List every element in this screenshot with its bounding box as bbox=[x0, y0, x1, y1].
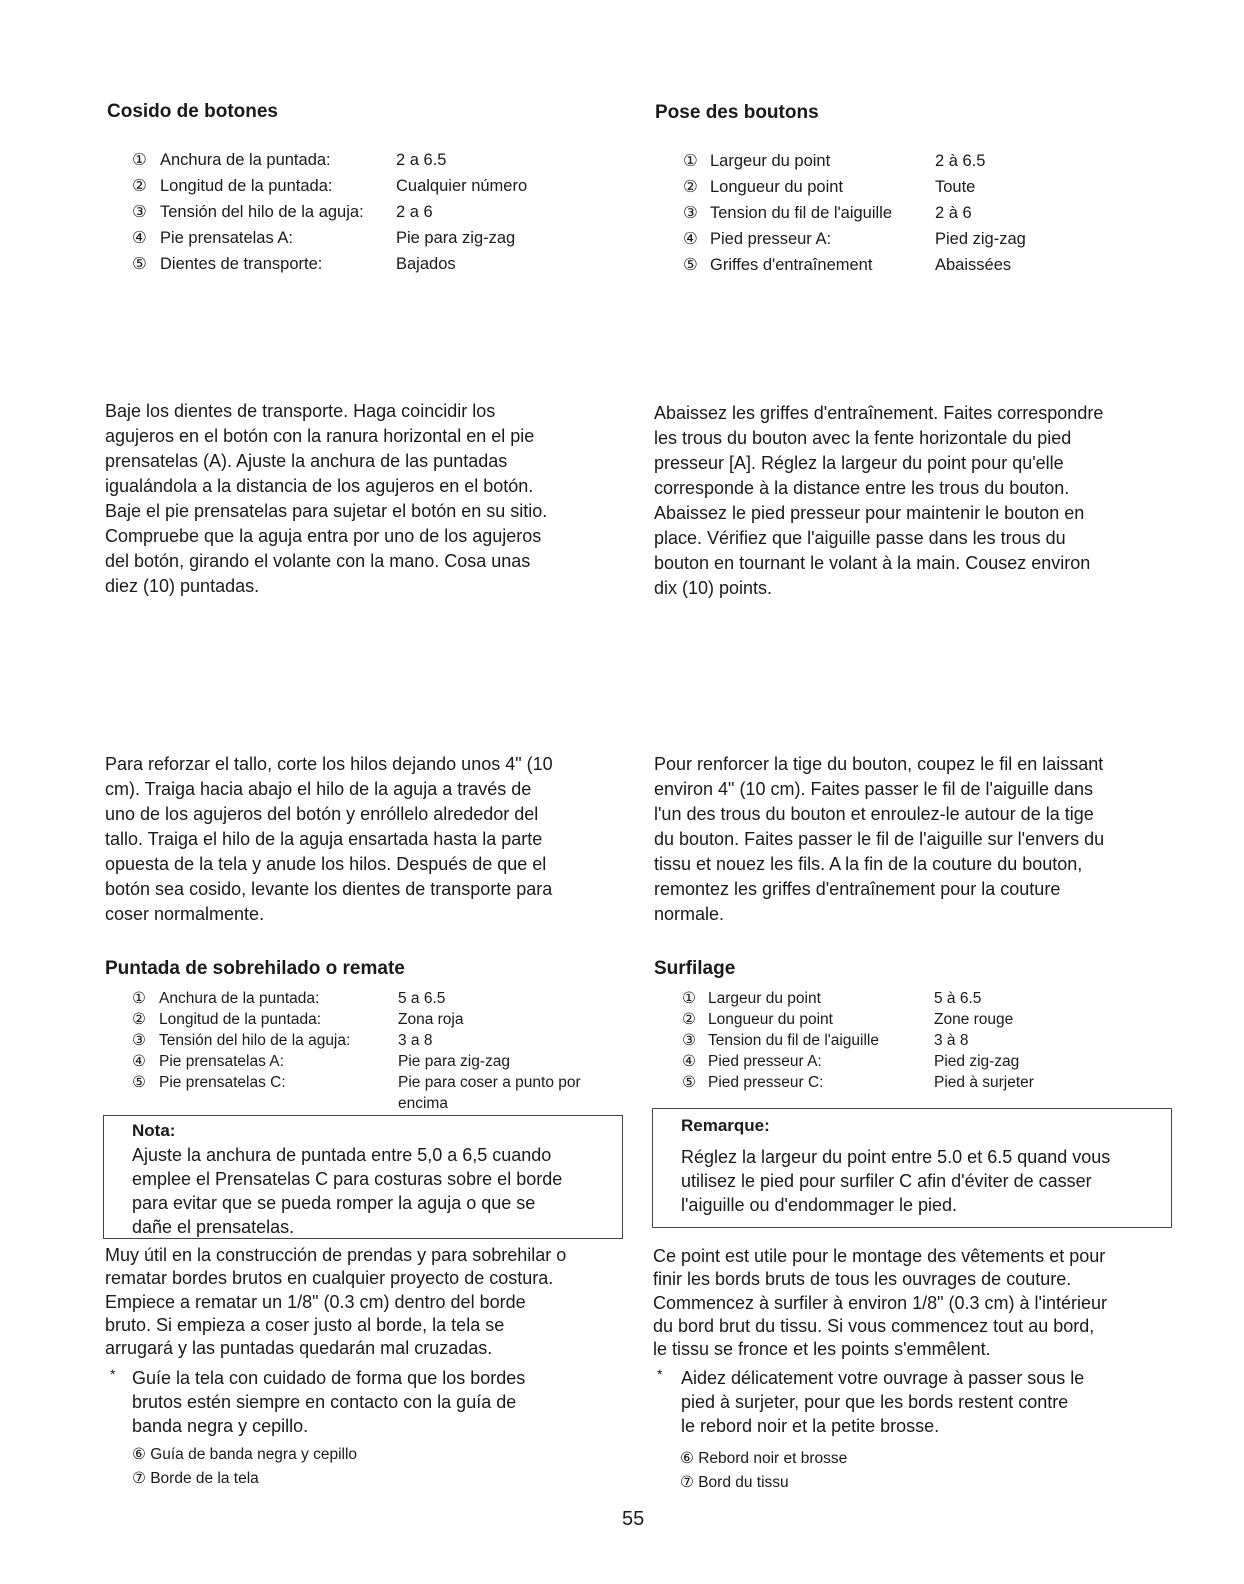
settings-list bbox=[682, 988, 1162, 1093]
setting-value: Pie para coser a punto por bbox=[398, 1074, 581, 1091]
setting-label: Pie prensatelas A: bbox=[160, 229, 293, 247]
text-line: Abaissez les griffes d'entraînement. Faites correspondre bbox=[654, 403, 1104, 423]
setting-value: Cualquier número bbox=[396, 177, 528, 195]
text-line: botón sea cosido, levante los dientes de transporte para bbox=[105, 879, 553, 899]
text-line: du bord brut du tissu. Si vous commencez tout au bord, bbox=[653, 1315, 1095, 1336]
text-line: arrugará y las puntadas quedarán mal cruzadas. bbox=[105, 1338, 493, 1359]
paragraph bbox=[105, 1244, 566, 1360]
text-line: l'un des trous du bouton et enroulez-le autour de la tige bbox=[654, 804, 1094, 824]
setting-label: Tension du fil de l'aiguille bbox=[710, 204, 893, 222]
setting-row bbox=[132, 225, 592, 251]
text-line: banda negra y cepillo. bbox=[132, 1416, 309, 1436]
text-line: del botón, girando el volante con la mano. Cosa unas bbox=[105, 551, 531, 571]
settings-list bbox=[132, 147, 592, 277]
text-line: agujeros en el botón con la ranura horizontal en el pie bbox=[105, 426, 535, 446]
text-line: Baje el pie prensatelas para sujetar el botón en su sitio. bbox=[105, 501, 548, 521]
section-heading-sobrehilado: Puntada de sobrehilado o remate bbox=[105, 958, 405, 979]
text-line: prensatelas (A). Ajuste la anchura de las puntadas bbox=[105, 451, 508, 471]
setting-value: 3 a 8 bbox=[398, 1032, 433, 1049]
setting-number: ③ bbox=[683, 204, 698, 222]
note-body bbox=[132, 1143, 562, 1239]
setting-row bbox=[132, 988, 612, 1009]
setting-number: ⑤ bbox=[132, 255, 147, 273]
text-line: ⑥ Guía de banda negra y cepillo bbox=[132, 1446, 358, 1463]
setting-value: Abaissées bbox=[935, 256, 1012, 274]
text-line: para evitar que se pueda romper la aguja o que se bbox=[132, 1193, 536, 1213]
setting-label: Largeur du point bbox=[710, 152, 831, 170]
text-line: les trous du bouton avec la fente horizontale du pied bbox=[654, 428, 1072, 448]
setting-value: Toute bbox=[935, 178, 976, 196]
setting-value: 2 a 6 bbox=[396, 203, 433, 221]
setting-label: Anchura de la puntada: bbox=[159, 990, 320, 1007]
setting-label: Largeur du point bbox=[708, 990, 821, 1007]
setting-number: ④ bbox=[683, 230, 698, 248]
setting-label: Dientes de transporte: bbox=[160, 255, 323, 273]
figure-legend bbox=[132, 1443, 357, 1491]
text-line: opuesta de la tela y anude los hilos. Después de que el bbox=[105, 854, 547, 874]
paragraph bbox=[105, 752, 553, 927]
setting-label: Pie prensatelas C: bbox=[159, 1074, 286, 1091]
paragraph bbox=[654, 401, 1103, 601]
text-line: Baje los dientes de transporte. Haga coincidir los bbox=[105, 401, 496, 421]
text-line: brutos estén siempre en contacto con la guía de bbox=[132, 1392, 517, 1412]
setting-number: ① bbox=[132, 990, 146, 1007]
text-line: presseur [A]. Réglez la largeur du point pour qu'elle bbox=[654, 453, 1064, 473]
text-line: rematar bordes brutos en cualquier proyecto de costura. bbox=[105, 1268, 554, 1289]
setting-value: 3 à 8 bbox=[934, 1032, 969, 1049]
setting-row bbox=[132, 1030, 612, 1051]
text-line: ⑦ Bord du tissu bbox=[680, 1474, 789, 1491]
text-line: Compruebe que la aguja entra por uno de los agujeros bbox=[105, 526, 542, 546]
setting-row bbox=[132, 173, 592, 199]
text-line: corresponde à la distance entre les trous du bouton. bbox=[654, 478, 1070, 498]
setting-value: 2 à 6 bbox=[935, 204, 972, 222]
setting-row bbox=[132, 147, 592, 173]
setting-label: Tensión del hilo de la aguja: bbox=[159, 1032, 351, 1049]
figure-legend bbox=[680, 1447, 847, 1495]
remark-title: Remarque: bbox=[681, 1116, 770, 1135]
setting-value: 5 a 6.5 bbox=[398, 990, 446, 1007]
text-line: Abaissez le pied presseur pour maintenir le bouton en bbox=[654, 503, 1085, 523]
text-line: cm). Traiga hacia abajo el hilo de la aguja a través de bbox=[105, 779, 532, 799]
settings-list bbox=[132, 988, 612, 1114]
setting-number: ① bbox=[682, 990, 696, 1007]
setting-number: ⑤ bbox=[682, 1074, 696, 1091]
section-heading-cosido-de-botones: Cosido de botones bbox=[107, 101, 278, 122]
text-line: Aidez délicatement votre ouvrage à passer sous le bbox=[681, 1368, 1085, 1388]
setting-row bbox=[682, 1051, 1162, 1072]
text-line: uno de los agujeros del botón y enróllelo alrededor del bbox=[105, 804, 539, 824]
section-heading-pose-des-boutons: Pose des boutons bbox=[655, 102, 819, 123]
setting-number: ③ bbox=[132, 1032, 146, 1049]
setting-number: ③ bbox=[682, 1032, 696, 1049]
text-line: Pour renforcer la tige du bouton, coupez le fil en laissant bbox=[654, 754, 1104, 774]
setting-value: Pie para zig-zag bbox=[398, 1053, 511, 1070]
text-line: Commencez à surfiler à environ 1/8" (0.3 cm) à l'intérieur bbox=[653, 1292, 1107, 1313]
text-line: utilisez le pied pour surfiler C afin d'éviter de casser bbox=[681, 1171, 1092, 1191]
setting-label: Longitud de la puntada: bbox=[160, 177, 333, 195]
text-line: l'aiguille ou d'endommager le pied. bbox=[681, 1195, 958, 1215]
remark-box bbox=[652, 1108, 1172, 1228]
bullet-mark: * bbox=[657, 1366, 663, 1382]
setting-row bbox=[683, 252, 1143, 278]
text-line: tissu et nouez les fils. A la fin de la couture du bouton, bbox=[654, 854, 1083, 874]
setting-label: Pied presseur A: bbox=[710, 230, 832, 248]
text-line: pied à surjeter, pour que les bords restent contre bbox=[681, 1392, 1069, 1412]
text-line: diez (10) puntadas. bbox=[105, 576, 260, 596]
setting-value: encima bbox=[398, 1095, 448, 1112]
setting-label: Griffes d'entraînement bbox=[710, 256, 873, 274]
setting-number: ① bbox=[132, 151, 147, 169]
text-line: finir les bords bruts de tous les ouvrages de couture. bbox=[653, 1269, 1072, 1290]
setting-label: Longueur du point bbox=[710, 178, 844, 196]
setting-row bbox=[132, 1072, 612, 1093]
text-line: Ajuste la anchura de puntada entre 5,0 a 6,5 cuando bbox=[132, 1145, 552, 1165]
setting-number: ④ bbox=[682, 1053, 696, 1070]
text-line: Ce point est utile pour le montage des vêtements et pour bbox=[653, 1246, 1106, 1266]
setting-label: Pie prensatelas A: bbox=[159, 1053, 284, 1070]
setting-row bbox=[132, 1009, 612, 1030]
text-line: ⑥ Rebord noir et brosse bbox=[680, 1450, 848, 1467]
setting-value: 5 à 6.5 bbox=[934, 990, 982, 1007]
setting-value: 2 à 6.5 bbox=[935, 152, 986, 170]
text-line: normale. bbox=[654, 904, 725, 924]
setting-value: Pie para zig-zag bbox=[396, 229, 516, 247]
setting-value: Zona roja bbox=[398, 1011, 464, 1028]
text-line: dix (10) points. bbox=[654, 578, 773, 598]
setting-row bbox=[132, 199, 592, 225]
text-line: emplee el Prensatelas C para costuras sobre el borde bbox=[132, 1169, 563, 1189]
text-line: ⑦ Borde de la tela bbox=[132, 1470, 259, 1487]
text-line: le rebord noir et la petite brosse. bbox=[681, 1416, 940, 1436]
paragraph bbox=[105, 399, 547, 599]
setting-row bbox=[683, 226, 1143, 252]
section-heading-surfilage: Surfilage bbox=[654, 958, 736, 979]
text-line: dañe el prensatelas. bbox=[132, 1217, 295, 1237]
text-line: bruto. Si empieza a coser justo al borde, la tela se bbox=[105, 1314, 505, 1335]
text-line: environ 4" (10 cm). Faites passer le fil de l'aiguille dans bbox=[654, 779, 1094, 799]
setting-row bbox=[682, 1009, 1162, 1030]
setting-label: Tension du fil de l'aiguille bbox=[708, 1032, 879, 1049]
setting-label: Longitud de la puntada: bbox=[159, 1011, 322, 1028]
setting-number: ④ bbox=[132, 1053, 146, 1070]
setting-number: ① bbox=[683, 152, 698, 170]
bullet-text bbox=[132, 1366, 525, 1438]
paragraph bbox=[654, 752, 1104, 927]
setting-row bbox=[682, 988, 1162, 1009]
setting-label: Longueur du point bbox=[708, 1011, 833, 1028]
setting-row bbox=[682, 1030, 1162, 1051]
setting-label: Tensión del hilo de la aguja: bbox=[160, 203, 364, 221]
setting-number: ④ bbox=[132, 229, 147, 247]
text-line: le tissu se fronce et les points s'emmêlent. bbox=[653, 1339, 991, 1360]
setting-value: Pied zig-zag bbox=[934, 1053, 1020, 1070]
paragraph bbox=[653, 1245, 1107, 1361]
bullet-text bbox=[681, 1366, 1084, 1438]
setting-number: ② bbox=[132, 177, 147, 195]
setting-number: ② bbox=[682, 1011, 696, 1028]
text-line: Réglez la largeur du point entre 5.0 et 6.5 quand vous bbox=[681, 1147, 1111, 1167]
remark-body bbox=[681, 1145, 1110, 1217]
text-line: Guíe la tela con cuidado de forma que los bordes bbox=[132, 1368, 526, 1388]
setting-number: ⑤ bbox=[683, 256, 698, 274]
text-line: bouton en tournant le volant à la main. Cousez environ bbox=[654, 553, 1091, 573]
note-title: Nota: bbox=[132, 1121, 176, 1140]
page-number: 55 bbox=[622, 1508, 645, 1530]
setting-value: Bajados bbox=[396, 255, 456, 273]
setting-number: ③ bbox=[132, 203, 147, 221]
setting-row bbox=[132, 251, 592, 277]
setting-label: Anchura de la puntada: bbox=[160, 151, 331, 169]
text-line: Empiece a rematar un 1/8" (0.3 cm) dentro del borde bbox=[105, 1291, 526, 1312]
setting-value: Zone rouge bbox=[934, 1011, 1014, 1028]
setting-label: Pied presseur C: bbox=[708, 1074, 824, 1091]
setting-value: Pied à surjeter bbox=[934, 1074, 1034, 1091]
setting-number: ② bbox=[132, 1011, 146, 1028]
setting-number: ② bbox=[683, 178, 698, 196]
text-line: coser normalmente. bbox=[105, 904, 265, 924]
setting-row bbox=[683, 174, 1143, 200]
setting-number: ⑤ bbox=[132, 1074, 146, 1091]
text-line: igualándola a la distancia de los agujeros en el botón. bbox=[105, 476, 534, 496]
setting-row bbox=[682, 1072, 1162, 1093]
settings-list bbox=[683, 148, 1143, 278]
setting-value: Pied zig-zag bbox=[935, 230, 1026, 248]
text-line: Muy útil en la construcción de prendas y para sobrehilar o bbox=[105, 1245, 567, 1265]
bullet-mark: * bbox=[110, 1366, 116, 1382]
setting-value: 2 a 6.5 bbox=[396, 151, 447, 169]
setting-label: Pied presseur A: bbox=[708, 1053, 822, 1070]
text-line: tallo. Traiga el hilo de la aguja ensartada hasta la parte bbox=[105, 829, 543, 849]
setting-row bbox=[132, 1051, 612, 1072]
text-line: remontez les griffes d'entraînement pour la couture bbox=[654, 879, 1061, 899]
text-line: place. Vérifiez que l'aiguille passe dans les trous du bbox=[654, 528, 1066, 548]
setting-row bbox=[683, 148, 1143, 174]
text-line: Para reforzar el tallo, corte los hilos dejando unos 4" (10 bbox=[105, 754, 553, 774]
setting-row bbox=[683, 200, 1143, 226]
setting-row bbox=[132, 1093, 612, 1114]
text-line: du bouton. Faites passer le fil de l'aiguille sur l'envers du bbox=[654, 829, 1105, 849]
note-box bbox=[103, 1115, 623, 1239]
